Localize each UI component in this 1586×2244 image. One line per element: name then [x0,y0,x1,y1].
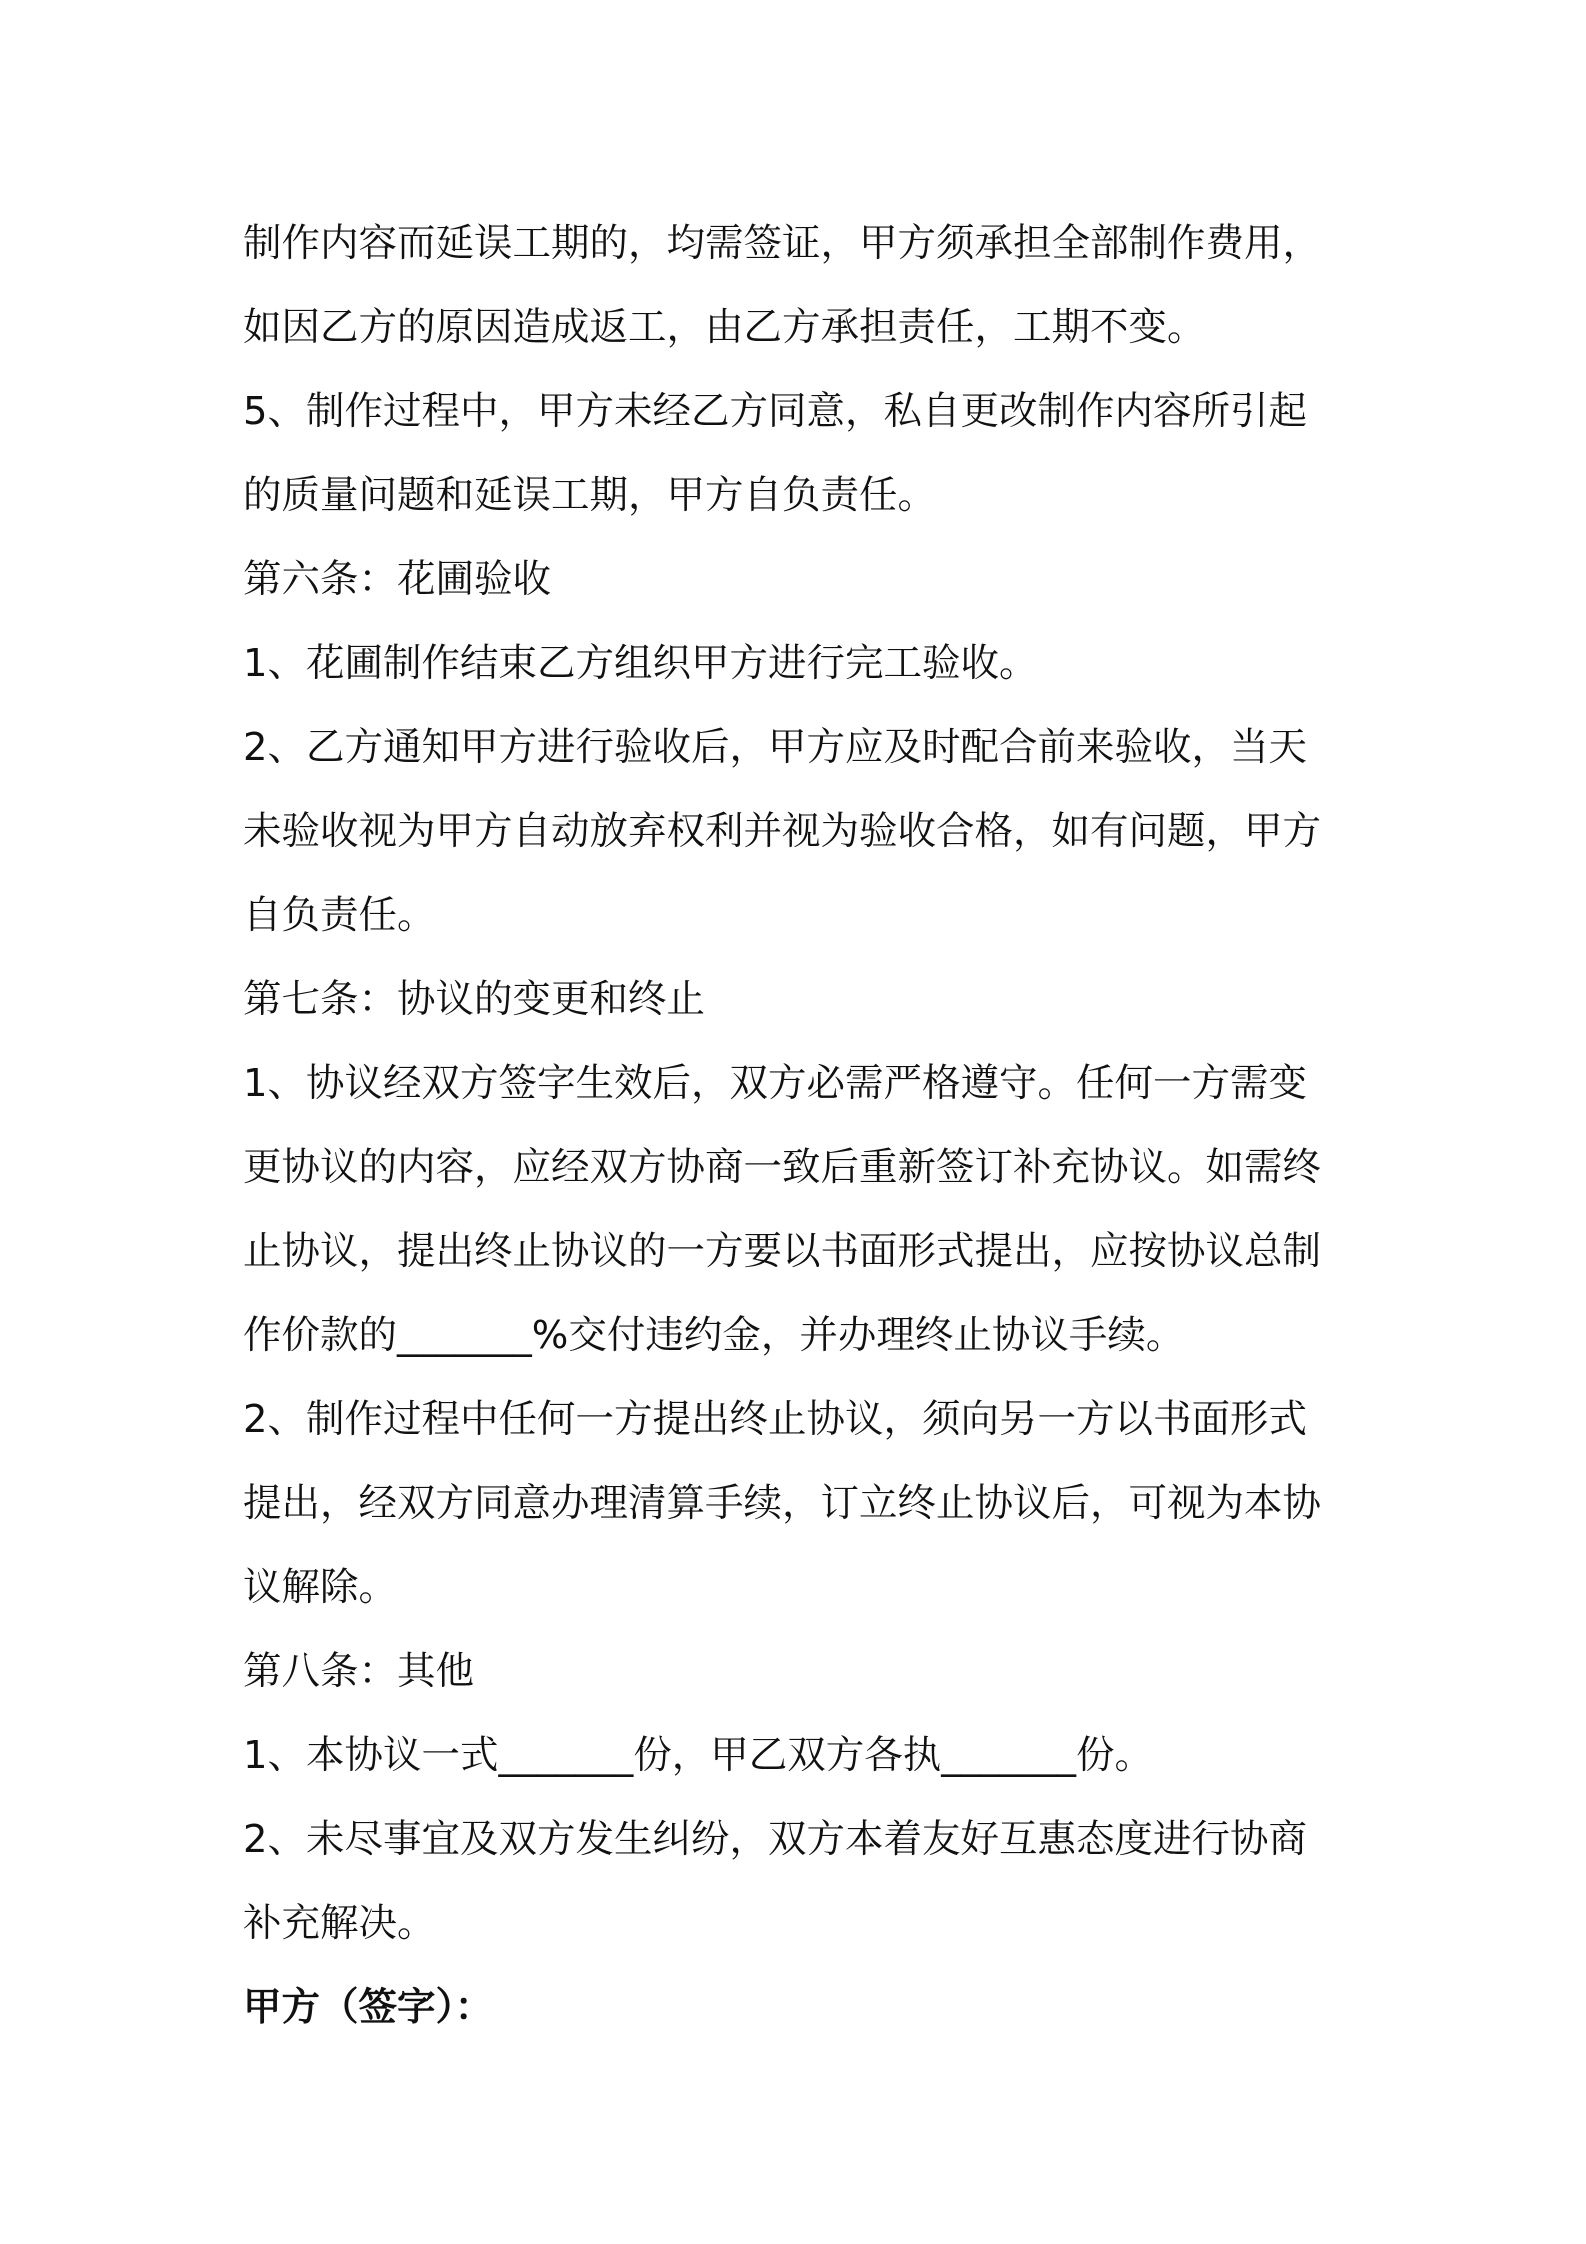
text-line: 2、未尽事宜及双方发生纠纷，双方本着友好互惠态度进行协商 [243,1817,1307,1862]
text-line: 止协议，提出终止协议的一方要以书面形式提出，应按协议总制 [243,1229,1322,1274]
section-heading-8: 第八条：其他 [243,1649,475,1694]
document-page [243,202,1363,2050]
section-heading-6: 第六条：花圃验收 [243,557,552,602]
text-line: 5、制作过程中，甲方未经乙方同意，私自更改制作内容所引起 [243,389,1307,434]
text-line: 制作内容而延误工期的，均需签证，甲方须承担全部制作费用， [243,221,1322,266]
text-line: 1、本协议一式_______份，甲乙双方各执_______份。 [243,1733,1153,1778]
text-line: 议解除。 [243,1565,398,1610]
text-line: 2、乙方通知甲方进行验收后，甲方应及时配合前来验收，当天 [243,725,1307,770]
text-line: 作价款的_______%交付违约金，并办理终止协议手续。 [243,1313,1185,1358]
section-heading-7: 第七条：协议的变更和终止 [243,977,706,1022]
text-line: 未验收视为甲方自动放弃权利并视为验收合格，如有问题，甲方 [243,809,1322,854]
text-line: 更协议的内容，应经双方协商一致后重新签订补充协议。如需终 [243,1145,1322,1190]
text-line: 2、制作过程中任何一方提出终止协议，须向另一方以书面形式 [243,1397,1307,1442]
party-a-signature-label: 甲方（签字）： [243,1985,494,2030]
text-line: 提出，经双方同意办理清算手续，订立终止协议后，可视为本协 [243,1481,1322,1526]
text-line: 补充解决。 [243,1901,436,1946]
text-line: 1、花圃制作结束乙方组织甲方进行完工验收。 [243,641,1038,686]
text-line: 自负责任。 [243,893,436,938]
text-line: 的质量问题和延误工期，甲方自负责任。 [243,473,937,518]
text-line: 如因乙方的原因造成返工，由乙方承担责任，工期不变。 [243,305,1206,350]
text-line: 1、协议经双方签字生效后，双方必需严格遵守。任何一方需变 [243,1061,1307,1106]
